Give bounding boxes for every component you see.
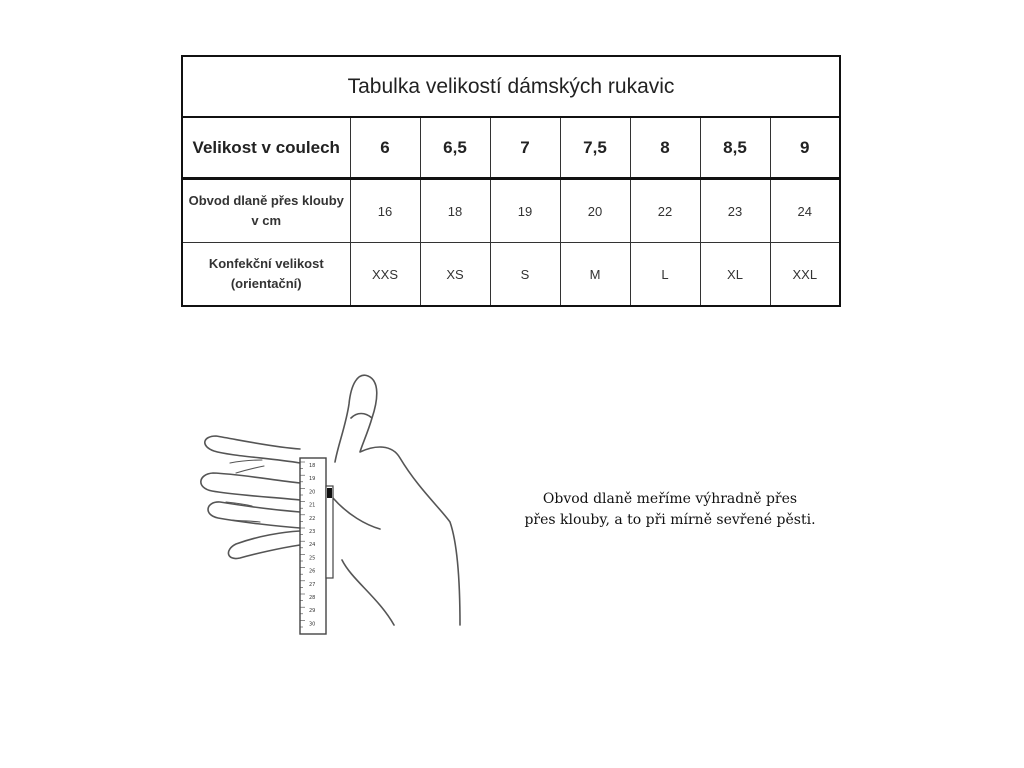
table-cell: 8	[630, 117, 700, 179]
table-cell: 24	[770, 179, 840, 243]
tape-label: 25	[309, 555, 316, 562]
table-cell: XXL	[770, 243, 840, 307]
table-cell: 23	[700, 179, 770, 243]
caption-line-1: Obvod dlaně meříme výhradně přes	[542, 491, 798, 507]
tape-label: 28	[309, 595, 316, 601]
table-cell: S	[490, 243, 560, 307]
row-header: Obvod dlaně přes klouby v cm	[182, 179, 350, 243]
table-title-row	[182, 56, 840, 117]
measuring-tape	[300, 458, 333, 634]
table-row	[182, 117, 840, 179]
table-title: Tabulka velikostí dámských rukavic	[182, 56, 840, 117]
row-header: Velikost v coulech	[182, 117, 350, 179]
table-row	[182, 243, 840, 307]
tape-label: 21	[309, 502, 316, 509]
tape-label: 26	[309, 568, 316, 575]
hand-measuring-illustration	[195, 372, 465, 637]
tape-label: 19	[309, 476, 316, 483]
table-cell: 9	[770, 117, 840, 179]
table-cell: XL	[700, 243, 770, 307]
row-header: Konfekční velikost (orientační)	[182, 243, 350, 307]
glove-size-table	[181, 55, 841, 307]
table-cell: 22	[630, 179, 700, 243]
table-cell: M	[560, 243, 630, 307]
tape-label: 27	[309, 581, 316, 588]
table-cell: 6,5	[420, 117, 490, 179]
tape-label: 30	[309, 621, 316, 628]
table-cell: 19	[490, 179, 560, 243]
tape-label: 29	[309, 608, 316, 615]
table-cell: 8,5	[700, 117, 770, 179]
table-cell: 20	[560, 179, 630, 243]
tape-label: 24	[309, 542, 316, 549]
caption-line-2: přes klouby, a to při mírně sevřené pěsti.	[524, 512, 816, 528]
tape-label: 23	[309, 529, 316, 535]
tape-label: 22	[309, 515, 316, 522]
table-cell: 6	[350, 117, 420, 179]
table-cell: XXS	[350, 243, 420, 307]
table-cell: 7,5	[560, 117, 630, 179]
tape-label: 20	[309, 489, 316, 496]
table-cell: 18	[420, 179, 490, 243]
tape-label: 18	[309, 463, 316, 469]
table-cell: L	[630, 243, 700, 307]
table-row	[182, 179, 840, 243]
table-cell: 16	[350, 179, 420, 243]
table-cell: XS	[420, 243, 490, 307]
measuring-caption	[500, 489, 840, 531]
table-cell: 7	[490, 117, 560, 179]
